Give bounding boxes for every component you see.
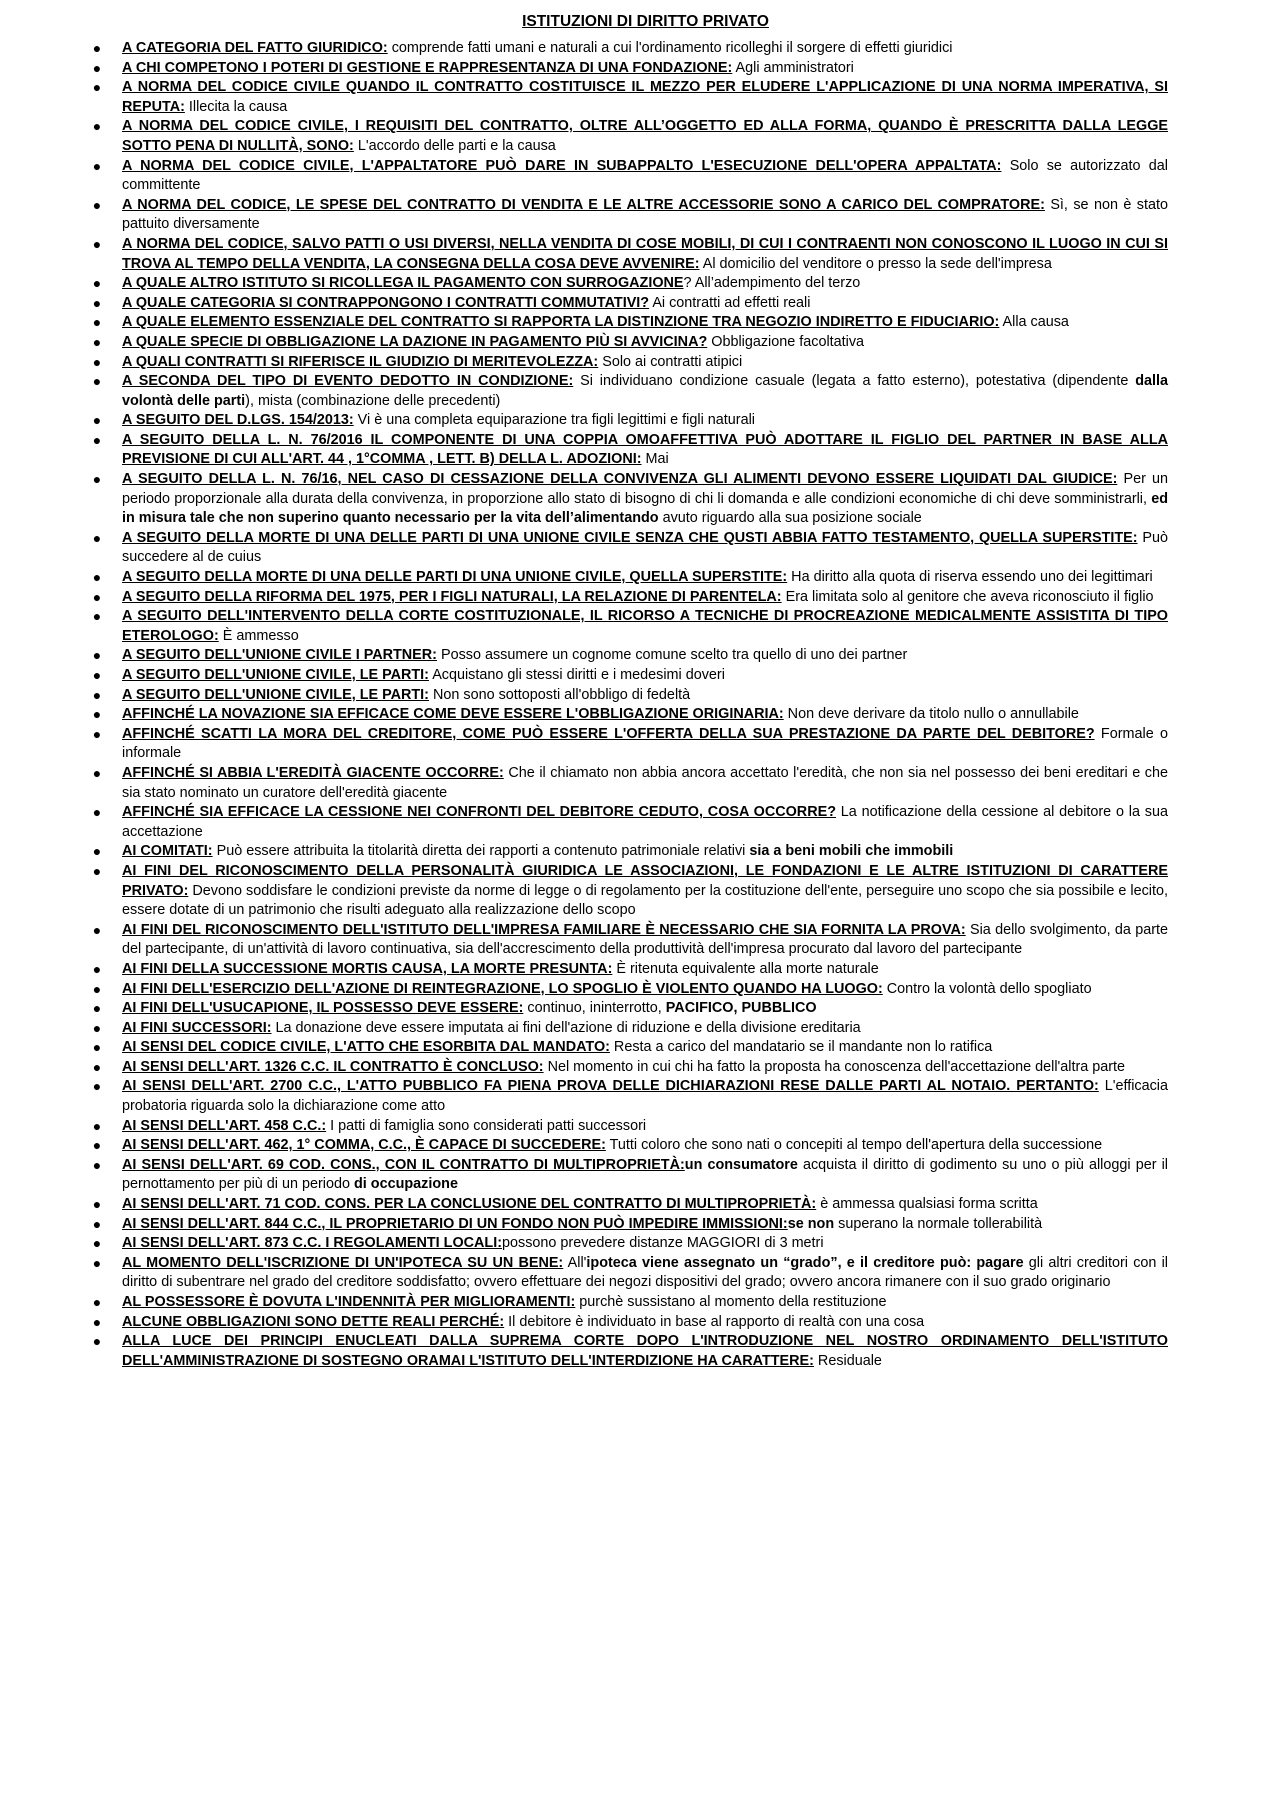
question-text: AI FINI DELL'ESERCIZIO DELL'AZIONE DI REINTEGRAZIONE, LO SPOGLIO È VIOLENTO QUANDO HA LUOGO: <box>122 980 883 997</box>
bullet-icon: ● <box>92 1294 102 1310</box>
question-text: A SEGUITO DELLA L. N. 76/2016 IL COMPONENTE DI UNA COPPIA OMOAFFETTIVA PUÒ ADOTTARE IL FIGLIO DEL PARTNER IN BASE ALLA PREVISIONE DI CUI ALL'ART. 44 , 1°COMMA , LETT. B) DELLA L. ADOZIONI: <box>122 431 1168 468</box>
answer-text: comprende fatti umani e naturali a cui l'ordinamento ricolleghi il sorgere di effetti giuridici <box>387 40 953 56</box>
list-item <box>91 1313 1168 1333</box>
bullet-icon: ● <box>92 1215 102 1232</box>
answer-text: Vi è una completa equiparazione tra figli legittimi e figli naturali <box>353 412 755 429</box>
answer-text: Era limitata solo al genitore che aveva riconosciuto il figlio <box>781 588 1154 605</box>
question-text: AI SENSI DELL'ART. 873 C.C. I REGOLAMENTI LOCALI: <box>122 1235 503 1252</box>
bullet-icon: ● <box>92 412 102 429</box>
answer-text: La donazione deve essere imputata ai fini dell'azione di riduzione e della divisione ereditaria <box>271 1019 861 1036</box>
bullet-icon: ● <box>92 1078 102 1095</box>
list-item <box>91 78 1168 117</box>
question-text: A CHI COMPETONO I POTERI DI GESTIONE E RAPPRESENTANZA DI UNA FONDAZIONE: <box>122 59 733 76</box>
question-text: A SEGUITO DELL'UNIONE CIVILE I PARTNER: <box>122 647 437 664</box>
answer-text: Posso assumere un cognome comune scelto tra quello di uno dei partner <box>436 647 908 664</box>
bullet-icon: ● <box>92 862 102 879</box>
list-item <box>91 1332 1168 1371</box>
list-item <box>91 1038 1168 1058</box>
question-text: AI SENSI DELL'ART. 2700 C.C., L'ATTO PUBBLICO FA PIENA PROVA DELLE DICHIARAZIONI RESE DALLE PARTI AL NOTAIO. PERTANTO: <box>122 1078 1099 1095</box>
bullet-icon: ● <box>92 667 102 683</box>
list-item <box>91 1254 1168 1293</box>
answer-text: Contro la volontà dello spogliato <box>882 980 1092 997</box>
bullet-icon: ● <box>92 686 102 703</box>
answer-text: All' <box>563 1254 587 1271</box>
question-text: AI SENSI DELL'ART. 1326 C.C. IL CONTRATTO È CONCLUSO: <box>122 1058 544 1075</box>
emphasis-text: sia a beni mobili che immobili <box>749 843 954 860</box>
question-text: A SEGUITO DELL'UNIONE CIVILE, LE PARTI: <box>122 686 429 703</box>
question-text: A SEGUITO DELLA MORTE DI UNA DELLE PARTI DI UNA UNIONE CIVILE SENZA CHE QUSTI ABBIA FATTO TESTAMENTO, QUELLA SUPERSTITE: <box>122 529 1138 546</box>
bullet-icon: ● <box>92 1254 102 1271</box>
list-item <box>91 470 1168 529</box>
bullet-icon: ● <box>92 1000 102 1017</box>
question-text: A SEGUITO DELLA RIFORMA DEL 1975, PER I FIGLI NATURALI, LA RELAZIONE DI PARENTELA: <box>122 588 782 605</box>
answer-text: Si individuano condizione casuale (legata a fatto esterno), potestativa (dipendente <box>573 373 1136 390</box>
bullet-icon: ● <box>92 1058 102 1075</box>
bullet-icon: ● <box>92 804 102 821</box>
bullet-icon: ● <box>92 1019 102 1036</box>
list-item <box>91 431 1168 470</box>
question-text: AI SENSI DEL CODICE CIVILE, L'ATTO CHE ESORBITA DAL MANDATO: <box>122 1039 610 1056</box>
list-item <box>91 862 1168 921</box>
bullet-icon: ● <box>92 843 102 860</box>
bullet-icon: ● <box>92 980 102 997</box>
bullet-icon: ● <box>92 1039 102 1056</box>
bullet-icon: ● <box>92 1235 102 1252</box>
answer-text: Il debitore è individuato in base al rapporto di realtà con una cosa <box>504 1313 925 1330</box>
list-item <box>91 764 1168 803</box>
bullet-icon: ● <box>92 529 102 546</box>
question-text: AFFINCHÉ SIA EFFICACE LA CESSIONE NEI CONFRONTI DEL DEBITORE CEDUTO, COSA OCCORRE? <box>122 804 836 821</box>
bullet-icon: ● <box>92 921 102 938</box>
list-item <box>91 313 1168 333</box>
question-text: A SEGUITO DELL'INTERVENTO DELLA CORTE COSTITUZIONALE, IL RICORSO A TECNICHE DI PROCREAZIONE MEDICALMENTE ASSISTITA DI TIPO ETEROLOGO: <box>122 608 1168 644</box>
list-item <box>91 646 1168 666</box>
list-item <box>91 705 1168 725</box>
emphasis-text: un consumatore <box>684 1156 798 1173</box>
list-item <box>91 1293 1168 1313</box>
bullet-icon: ● <box>92 294 102 311</box>
question-text: AL MOMENTO DELL'ISCRIZIONE DI UN'IPOTECA SU UN BENE: <box>122 1254 564 1271</box>
emphasis-text: di occupazione <box>354 1176 458 1193</box>
question-text: AL POSSESSORE È DOVUTA L'INDENNITÀ PER MIGLIORAMENTI: <box>122 1294 576 1310</box>
list-item <box>91 196 1168 235</box>
list-item <box>91 1117 1168 1137</box>
answer-text: Residuale <box>813 1352 882 1369</box>
emphasis-text: ed in misura tale che non superino quanto necessario per la vita dell’alimentando <box>122 490 1168 527</box>
answer-text: Tutti coloro che sono nati o concepiti al tempo dell'apertura della successione <box>605 1137 1103 1154</box>
answer-text: continuo, ininterrotto, <box>523 1000 666 1017</box>
answer-text: Agli amministratori <box>732 59 854 76</box>
answer-text: Mai <box>641 451 669 468</box>
answer-text: superano la normale tollerabilità <box>834 1215 1043 1232</box>
list-item <box>91 842 1168 862</box>
bullet-icon: ● <box>92 1333 102 1350</box>
list-item <box>91 1234 1168 1254</box>
list-item <box>91 921 1168 960</box>
list-item <box>91 39 1168 59</box>
question-text: A QUALI CONTRATTI SI RIFERISCE IL GIUDIZIO DI MERITEVOLEZZA: <box>122 353 599 370</box>
question-text: AI FINI DELLA SUCCESSIONE MORTIS CAUSA, LA MORTE PRESUNTA: <box>122 960 613 977</box>
question-text: AI FINI SUCCESSORI: <box>122 1019 272 1036</box>
list-item <box>91 157 1168 196</box>
bullet-icon: ● <box>92 314 102 331</box>
answer-text: La notificazione della cessione al debitore o la sua accettazione <box>122 804 1168 840</box>
answer-text: I patti di famiglia sono considerati patti successori <box>326 1117 647 1134</box>
bullet-icon: ● <box>92 431 102 448</box>
list-item <box>91 607 1168 646</box>
answer-text: Devono soddisfare le condizioni previste da norme di legge o di regolamento per la costituzione dell'ente, perseguire uno scopo che sia possibile e lecito, essere dotate di un patrimonio che risulti adeguato alla realizzazione dello scopo <box>122 882 1168 919</box>
question-text: A SEGUITO DELL'UNIONE CIVILE, LE PARTI: <box>122 667 429 683</box>
emphasis-text: PACIFICO, PUBBLICO <box>665 1000 817 1017</box>
bullet-icon: ● <box>92 588 102 605</box>
question-text: A NORMA DEL CODICE, LE SPESE DEL CONTRATTO DI VENDITA E LE ALTRE ACCESSORIE SONO A CARICO DEL COMPRATORE: <box>122 196 1045 213</box>
question-text: ALLA LUCE DEI PRINCIPI ENUCLEATI DALLA SUPREMA CORTE DOPO L'INTRODUZIONE NEL NOSTRO ORDINAMENTO DELL'ISTITUTO DELL'AMMINISTRAZIONE DI SOSTEGNO ORAMAI L'ISTITUTO DELL'INTERDIZIONE HA CARATTERE: <box>122 1333 1168 1369</box>
list-item <box>91 960 1168 980</box>
list-item <box>91 411 1168 431</box>
emphasis-text: ipoteca viene assegnato un “grado”, e il creditore può: pagare <box>586 1254 1024 1271</box>
list-item <box>91 980 1168 1000</box>
bullet-icon: ● <box>92 275 102 292</box>
bullet-icon: ● <box>92 471 102 488</box>
list-item <box>91 725 1168 764</box>
bullet-icon: ● <box>92 1313 102 1330</box>
answer-text: Sia dello svolgimento, da parte del partecipante, di un'attività di lavoro continuativa, sia dell'accrescimento della produttività dell'impresa procurato dal lavoro del partecipante <box>122 921 1168 958</box>
question-text: AFFINCHÉ SCATTI LA MORA DEL CREDITORE, COME PUÒ ESSERE L'OFFERTA DELLA SUA PRESTAZIONE DA PARTE DEL DEBITORE? <box>122 725 1095 742</box>
bullet-icon: ● <box>92 608 102 625</box>
question-text: A NORMA DEL CODICE CIVILE QUANDO IL CONTRATTO COSTITUISCE IL MEZZO PER ELUDERE L'APPLICAZIONE DI UNA NORMA IMPERATIVA, SI REPUTA: <box>122 79 1168 115</box>
answer-text: Può essere attribuita la titolarità diretta dei rapporti a contenuto patrimoniale relativi <box>212 843 750 860</box>
question-text: AI SENSI DELL'ART. 462, 1° COMMA, C.C., È CAPACE DI SUCCEDERE: <box>122 1137 606 1154</box>
list-item <box>91 999 1168 1019</box>
list-item <box>91 1058 1168 1078</box>
question-text: AI SENSI DELL'ART. 458 C.C.: <box>122 1117 327 1134</box>
list-item <box>91 529 1168 568</box>
bullet-icon: ● <box>92 373 102 390</box>
question-text: A QUALE ELEMENTO ESSENZIALE DEL CONTRATTO SI RAPPORTA LA DISTINZIONE TRA NEGOZIO INDIRETTO E FIDUCIARIO: <box>122 314 1000 331</box>
answer-text: Può succedere al de cuius <box>122 529 1169 566</box>
question-text: A SEGUITO DELLA L. N. 76/16, NEL CASO DI CESSAZIONE DELLA CONVIVENZA GLI ALIMENTI DEVONO ESSERE LIQUIDATI DAL GIUDICE: <box>122 471 1118 488</box>
answer-text: Illecita la causa <box>184 98 288 115</box>
bullet-icon: ● <box>92 960 102 977</box>
question-text: A NORMA DEL CODICE, SALVO PATTI O USI DIVERSI, NELLA VENDITA DI COSE MOBILI, DI CUI I CONTRAENTI NON CONOSCONO IL LUOGO IN CUI SI TROVA AL TEMPO DELLA VENDITA, LA CONSEGNA DELLA COSA DEVE AVVENIRE: <box>122 235 1168 272</box>
answer-text: Ha diritto alla quota di riserva essendo uno dei legittimari <box>787 569 1153 586</box>
bullet-icon: ● <box>92 118 102 135</box>
bullet-icon: ● <box>92 1156 102 1173</box>
bullet-icon: ● <box>92 569 102 586</box>
list-item <box>91 568 1168 588</box>
question-text: A SEGUITO DEL D.LGS. 154/2013: <box>122 412 354 429</box>
bullet-icon: ● <box>92 725 102 742</box>
answer-text: possono prevedere distanze MAGGIORI di 3 metri <box>502 1235 824 1252</box>
answer-text: purchè sussistano al momento della restituzione <box>575 1294 887 1310</box>
answer-text: Formale o informale <box>122 725 1168 762</box>
list-item <box>91 1215 1168 1235</box>
list-item <box>91 294 1168 314</box>
answer-text: Che il chiamato non abbia ancora accettato l'eredità, che non sia nel possesso dei beni ereditari e che sia stato nominato un curatore dell'eredità giacente <box>122 764 1168 801</box>
answer-text: avuto riguardo alla sua posizione sociale <box>658 510 922 527</box>
answer-text: gli altri creditori con il diritto di subentrare nel grado del creditore soddisfatto; ovvero effettuare dei negozi dispositivi del grado; ovvero ancora rimanere con il suo grado originario <box>122 1254 1169 1291</box>
answer-text: Al domicilio del venditore o presso la sede dell'impresa <box>699 255 1052 272</box>
question-text: A CATEGORIA DEL FATTO GIURIDICO: <box>122 40 388 56</box>
list-item <box>91 1019 1168 1039</box>
question-text: AI FINI DELL'USUCAPIONE, IL POSSESSO DEVE ESSERE: <box>122 1000 524 1017</box>
list-item <box>91 686 1168 706</box>
bullet-icon: ● <box>92 196 102 213</box>
list-item <box>91 235 1168 274</box>
bullet-icon: ● <box>92 647 102 664</box>
question-text: A QUALE ALTRO ISTITUTO SI RICOLLEGA IL PAGAMENTO CON SURROGAZIONE <box>122 275 684 292</box>
document-title: ISTITUZIONI DI DIRITTO PRIVATO <box>522 13 769 30</box>
question-text: A QUALE CATEGORIA SI CONTRAPPONGONO I CONTRATTI COMMUTATIVI? <box>122 294 650 311</box>
question-text: AI FINI DEL RICONOSCIMENTO DELLA PERSONALITÀ GIURIDICA LE ASSOCIAZIONI, LE FONDAZIONI E LE ALTRE ISTITUZIONI DI CARATTERE PRIVATO: <box>122 862 1168 899</box>
question-text: AI COMITATI: <box>122 843 213 860</box>
question-text: ALCUNE OBBLIGAZIONI SONO DETTE REALI PERCHÉ: <box>122 1313 505 1330</box>
question-text: A QUALE SPECIE DI OBBLIGAZIONE LA DAZIONE IN PAGAMENTO PIÙ SI AVVICINA? <box>122 333 708 350</box>
list-item <box>91 1156 1168 1195</box>
qa-list <box>91 39 1168 1371</box>
answer-text: Solo ai contratti atipici <box>598 353 743 370</box>
list-item <box>91 372 1168 411</box>
question-text: AI FINI DEL RICONOSCIMENTO DELL'ISTITUTO DELL'IMPRESA FAMILIARE È NECESSARIO CHE SIA FORNITA LA PROVA: <box>122 921 966 938</box>
answer-text: Acquistano gli stessi diritti e i medesimi doveri <box>428 667 725 683</box>
question-text: A NORMA DEL CODICE CIVILE, I REQUISITI DEL CONTRATTO, OLTRE ALL’OGGETTO ED ALLA FORMA, QUANDO È PRESCRITTA DALLA LEGGE SOTTO PENA DI NULLITÀ, SONO: <box>122 118 1168 154</box>
list-item <box>91 353 1168 373</box>
question-text: AI SENSI DELL'ART. 844 C.C., IL PROPRIETARIO DI UN FONDO NON PUÒ IMPEDIRE IMMISSIONI: <box>122 1215 788 1232</box>
answer-text: L'accordo delle parti e la causa <box>353 137 556 154</box>
emphasis-text: dalla volontà delle parti <box>122 373 1169 409</box>
answer-text: acquista il diritto di godimento su uno o più alloggi per il pernottamento per più di un periodo <box>122 1156 1169 1193</box>
question-text: A NORMA DEL CODICE CIVILE, L'APPALTATORE PUÒ DARE IN SUBAPPALTO L'ESECUZIONE DELL'OPERA APPALTATA: <box>122 157 1002 174</box>
answer-text: Sì, se non è stato pattuito diversamente <box>122 196 1169 233</box>
bullet-icon: ● <box>92 157 102 174</box>
answer-text: Resta a carico del mandatario se il mandante non lo ratifica <box>609 1039 993 1056</box>
list-item <box>91 588 1168 608</box>
answer-text: Obbligazione facoltativa <box>707 333 865 350</box>
list-item <box>91 274 1168 294</box>
answer-text: È ammesso <box>218 627 299 644</box>
emphasis-text: se non <box>787 1215 835 1232</box>
answer-text: Non sono sottoposti all'obbligo di fedeltà <box>428 686 691 703</box>
answer-text: ), mista (combinazione delle precedenti) <box>245 392 501 409</box>
answer-text: Ai contratti ad effetti reali <box>649 294 811 311</box>
question-text: AI SENSI DELL'ART. 69 COD. CONS., CON IL CONTRATTO DI MULTIPROPRIETÀ: <box>122 1156 685 1173</box>
bullet-icon: ● <box>92 333 102 350</box>
bullet-icon: ● <box>92 1196 102 1213</box>
bullet-icon: ● <box>92 1117 102 1134</box>
question-text: A SEGUITO DELLA MORTE DI UNA DELLE PARTI DI UNA UNIONE CIVILE, QUELLA SUPERSTITE: <box>122 569 788 586</box>
bullet-icon: ● <box>92 764 102 781</box>
list-item <box>91 666 1168 686</box>
bullet-icon: ● <box>92 235 102 252</box>
answer-text: Non deve derivare da titolo nullo o annullabile <box>783 706 1079 723</box>
list-item <box>91 1195 1168 1215</box>
list-item <box>91 1136 1168 1156</box>
list-item <box>91 1077 1168 1116</box>
bullet-icon: ● <box>92 1137 102 1154</box>
answer-text: Alla causa <box>999 314 1069 331</box>
answer-text: è ammessa qualsiasi forma scritta <box>816 1196 1038 1213</box>
answer-text: ? All’adempimento del terzo <box>683 275 861 292</box>
bullet-icon: ● <box>92 59 102 76</box>
question-text: A SECONDA DEL TIPO DI EVENTO DEDOTTO IN CONDIZIONE: <box>122 373 574 390</box>
list-item <box>91 333 1168 353</box>
bullet-icon: ● <box>92 79 102 96</box>
question-text: AFFINCHÉ LA NOVAZIONE SIA EFFICACE COME DEVE ESSERE L'OBBLIGAZIONE ORIGINARIA: <box>122 706 784 723</box>
bullet-icon: ● <box>92 706 102 723</box>
answer-text: L'efficacia probatoria riguarda solo la dichiarazione come atto <box>122 1078 1168 1115</box>
question-text: AI SENSI DELL'ART. 71 COD. CONS. PER LA CONCLUSIONE DEL CONTRATTO DI MULTIPROPRIETÀ: <box>122 1196 817 1213</box>
answer-text: Nel momento in cui chi ha fatto la proposta ha conoscenza dell'accettazione dell'altra parte <box>543 1058 1126 1075</box>
answer-text: Solo se autorizzato dal committente <box>122 157 1168 194</box>
question-text: AFFINCHÉ SI ABBIA L'EREDITÀ GIACENTE OCCORRE: <box>122 764 504 781</box>
bullet-icon: ● <box>92 40 102 56</box>
list-item <box>91 117 1168 156</box>
answer-text: Per un periodo proporzionale alla durata della convivenza, in proporzione allo stato di bisogno di chi li domanda e alle condizioni economiche di chi deve somministrarli, <box>122 471 1168 507</box>
list-item <box>91 59 1168 79</box>
list-item <box>91 803 1168 842</box>
answer-text: È ritenuta equivalente alla morte naturale <box>612 960 879 977</box>
bullet-icon: ● <box>92 353 102 370</box>
